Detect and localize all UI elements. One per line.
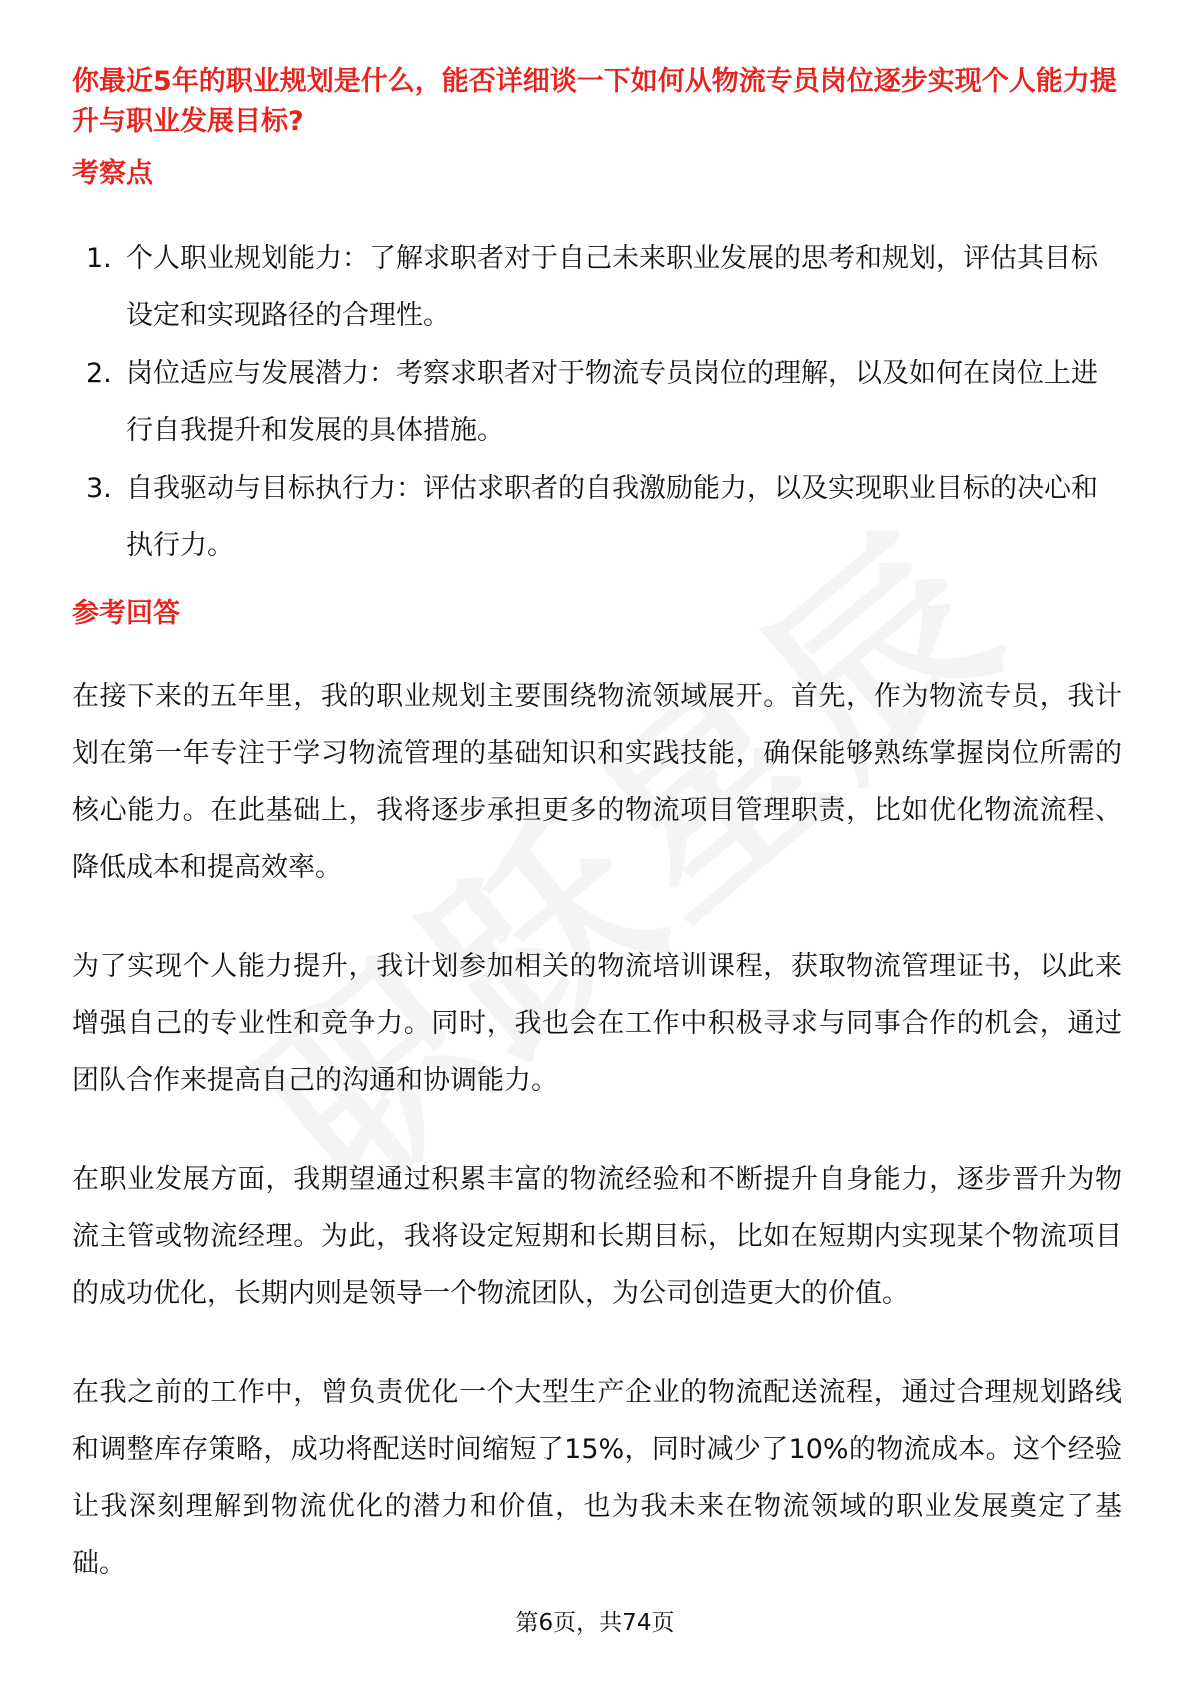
answer-body xyxy=(72,668,1122,1634)
points-list xyxy=(72,230,1122,575)
answer-paragraph: 为了实现个人能力提升，我计划参加相关的物流培训课程，获取物流管理证书，以此来增强自己的专业性和竞争力。同时，我也会在工作中积极寻求与同事合作的机会，通过团队合作来提高自己的沟通和协调能力。 xyxy=(72,951,1122,1096)
answer-paragraph: 在接下来的五年里，我的职业规划主要围绕物流领域展开。首先，作为物流专员，我计划在第一年专注于学习物流管理的基础知识和实践技能，确保能够熟练掌握岗位所需的核心能力。在此基础上，我将逐步承担更多的物流项目管理职责，比如优化物流流程、降低成本和提高效率。 xyxy=(72,681,1122,883)
point-number: 2. xyxy=(86,358,112,389)
answer-paragraph: 在职业发展方面，我期望通过积累丰富的物流经验和不断提升自身能力，逐步晋升为物流主管或物流经理。为此，我将设定短期和长期目标，比如在短期内实现某个物流项目的成功优化，长期内则是领导一个物流团队，为公司创造更大的价值。 xyxy=(72,1164,1122,1309)
answer-paragraph: 在我之前的工作中，曾负责优化一个大型生产企业的物流配送流程，通过合理规划路线和调整库存策略，成功将配送时间缩短了15%，同时减少了10%的物流成本。这个经验让我深刻理解到物流优化的潜力和价值，也为我未来在物流领域的职业发展奠定了基础。 xyxy=(72,1377,1122,1579)
point-number: 3. xyxy=(86,473,112,504)
point-text: 自我驱动与目标执行力：评估求职者的自我激励能力，以及实现职业目标的决心和执行力。 xyxy=(126,473,1098,561)
points-heading: 考察点 xyxy=(72,158,153,189)
point-text: 个人职业规划能力：了解求职者对于自己未来职业发展的思考和规划，评估其目标设定和实现路径的合理性。 xyxy=(126,243,1098,331)
point-text: 岗位适应与发展潜力：考察求职者对于物流专员岗位的理解，以及如何在岗位上进行自我提升和发展的具体措施。 xyxy=(126,358,1098,446)
question-title: 你最近5年的职业规划是什么，能否详细谈一下如何从物流专员岗位逐步实现个人能力提升与职业发展目标? xyxy=(72,66,1117,137)
point-item xyxy=(72,230,1122,344)
page-footer: 第6页，共74页 xyxy=(515,1610,675,1636)
point-item xyxy=(72,345,1122,459)
answer-heading: 参考回答 xyxy=(72,598,180,629)
point-item xyxy=(72,460,1122,574)
point-number: 1. xyxy=(86,243,112,274)
